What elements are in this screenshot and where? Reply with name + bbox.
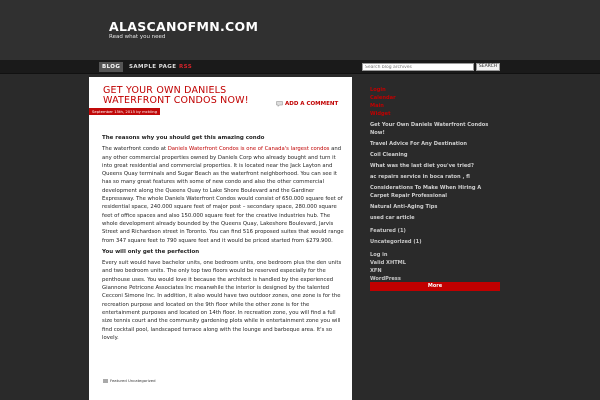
post-categories <box>103 378 155 383</box>
sidebar-link-main[interactable]: Main <box>370 103 384 109</box>
sidebar-link-widget[interactable]: Widget <box>370 111 391 117</box>
sidebar-link-login[interactable]: Login <box>370 87 386 93</box>
meta-wordpress[interactable]: WordPress <box>370 276 401 282</box>
recent-post-item[interactable]: Natural Anti-Aging Tips <box>370 204 438 210</box>
recent-post-item[interactable]: used car article <box>370 215 415 221</box>
search-button[interactable]: SEARCH <box>476 63 500 71</box>
add-comment-link[interactable] <box>285 101 338 107</box>
post-content <box>89 77 352 400</box>
categories-list <box>370 227 500 246</box>
meta-xfn[interactable]: XFN <box>370 268 382 274</box>
post-body <box>102 134 345 345</box>
post-title[interactable]: GET YOUR OWN DANIELS WATERFRONT CONDOS NOW! <box>103 85 249 106</box>
recent-post-item[interactable]: Coil Cleaning <box>370 152 408 158</box>
condo-link[interactable]: Daniels Waterfront Condos is one of Canada's largest condos <box>167 146 330 153</box>
folder-icon <box>103 379 108 383</box>
recent-posts-list <box>370 121 500 222</box>
sidebar-link-calendar[interactable]: Calendar <box>370 95 396 101</box>
post-paragraph-1: The waterfront condo at Daniels Waterfront Condos is one of Canada's largest condos and any other commercial properties owned by Daniels Corp who already bought and turn it into great residential and commercial properties. It is located near the Jack Layton and Queens Quay terminals and Sugar Beach as the waterfront neighborhood. You can see it has so many great features with some of new condo and also the other commercial development along the Queens Quay to Lake Shore Boulevard and the Gardiner Expressway. The whole Daniels Waterfront Condos would consist of 650.000 square feet of residential space, 240.000 square feet of major post – secondary space, 280.000 square feet of office spaces and also 150.000 square feet for the creative industries hub. The whole development already bounded by the Queens Quay, Lakeshore Boulevard, Jarvis Street and Richardson street in Toronto. You can find 516 proposed suites that would range from 347 square feet to 790 square feet and it would be priced started from $279.900. <box>102 146 344 244</box>
recent-post-item[interactable]: What was the last diet you've tried? <box>370 163 474 169</box>
meta-list <box>370 251 500 283</box>
comment-icon <box>276 101 283 107</box>
recent-post-item[interactable]: ac repairs service in boca raton , fl <box>370 174 470 180</box>
add-comment-label: ADD A COMMENT <box>285 101 339 107</box>
post-heading-2: You will only get the perfection <box>102 248 200 255</box>
nav-item-sample-page[interactable]: SAMPLE PAGE <box>129 64 177 70</box>
post-date: September 15th, 2015 by mckiing <box>89 108 160 115</box>
category-item[interactable]: Uncategorized (1) <box>370 239 422 245</box>
post-paragraph-2: Every suit would have bachelor units, one bedroom units, one bedroom plus the den units and two bedroom units. The only top two floors would be reserved especially for the penthouse uses. You would love it because the architect is handled by the experienced Giannone Petricone Associates Inc meanwhile the interior is designed by the talented Cecconi Simone Inc. In addition, it also would have two outdoor zones, one zone is for the recreation purpose and located on the 9th floor while the other zone is for the entertainment purposes and located on 14th floor. In recreation zone, you will find a full size tennis court and the community gardening plots while in entertainment zone you will find cocktail pool, landscaped terrace along with the lounge and barbeque area. It's so lovely. <box>102 260 342 341</box>
site-tagline: Read what you need <box>109 34 166 40</box>
meta-xhtml[interactable]: Valid XHTML <box>370 260 406 266</box>
nav-item-rss[interactable]: RSS <box>179 64 193 70</box>
recent-post-item[interactable]: Considerations To Make When Hiring A Carpet Repair Professional <box>370 185 482 199</box>
category-item[interactable]: Featured (1) <box>370 228 406 234</box>
nav-item-blog[interactable]: BLOG <box>99 62 123 72</box>
sidebar <box>370 86 500 283</box>
site-title[interactable]: ALASCANOFMN.COM <box>109 19 259 34</box>
main-nav <box>0 60 600 74</box>
more-button[interactable]: More <box>370 282 500 291</box>
recent-post-item[interactable]: Travel Advice For Any Destination <box>370 141 468 147</box>
recent-post-item[interactable]: Get Your Own Daniels Waterfront Condos Now! <box>370 122 489 136</box>
post-categories-label[interactable]: Featured Uncategorized <box>110 378 156 383</box>
search-input[interactable] <box>362 63 474 71</box>
site-header <box>0 0 600 60</box>
post-heading-1: The reasons why you should get this amazing condo <box>102 135 265 141</box>
meta-login[interactable]: Log in <box>370 252 388 258</box>
